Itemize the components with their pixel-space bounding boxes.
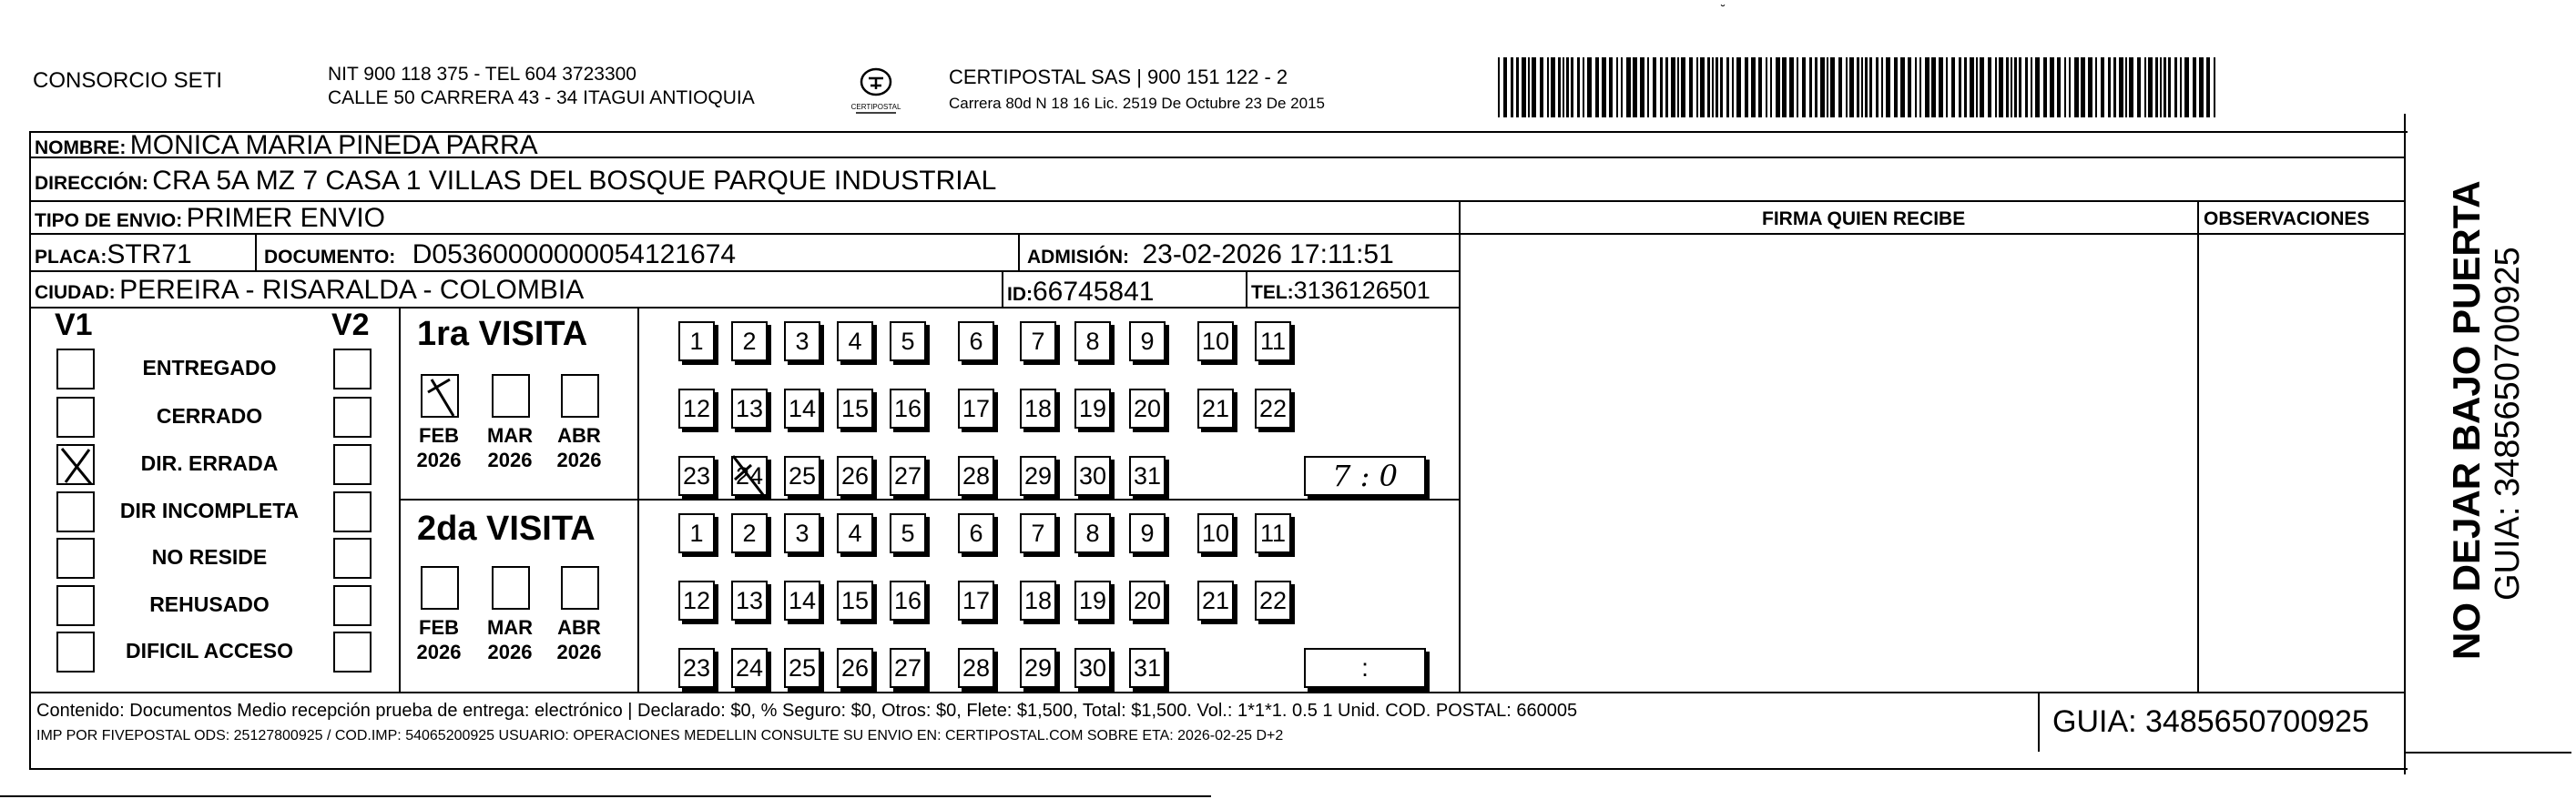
barcode-bar [1861,57,1863,117]
direccion-value: CRA 5A MZ 7 CASA 1 VILLAS DEL BOSQUE PARQUE INDUSTRIAL [152,166,997,196]
barcode-bar [1522,57,1526,117]
barcode-bar [1894,57,1898,117]
visit2-day-box[interactable]: 22 [1255,581,1291,621]
barcode-bar [1908,57,1911,117]
visit2-month-label: MAR 2026 [486,616,534,663]
nombre-label: NOMBRE: [35,137,127,158]
visit1-day-box[interactable]: 12 [678,389,715,429]
visit2-day-box[interactable]: 19 [1074,581,1111,621]
barcode-bar [1766,57,1767,117]
status-label: DIR INCOMPLETA [119,499,300,522]
barcode-bar [1621,57,1623,117]
barcode-bar [1830,57,1835,117]
visit2-day-box[interactable]: 5 [890,513,926,553]
barcode-bar [1647,57,1649,117]
barcode-bar [1503,57,1507,117]
visit2-day-box[interactable]: 13 [731,581,768,621]
barcode-bar [1797,57,1798,117]
visit1-day-box[interactable]: 17 [958,389,994,429]
side-guia: GUIA: 3485650700925 [2489,247,2527,601]
tel-label: TEL: [1251,282,1294,303]
barcode-bar [1789,57,1794,117]
visit2-day-box[interactable]: 4 [837,513,873,553]
barcode-bar [1516,57,1519,117]
visit1-day-box[interactable]: 9 [1129,321,1166,361]
certipostal-logo [850,62,901,116]
barcode-bar [1716,57,1718,117]
visit2-day-box[interactable]: 25 [784,648,820,688]
placa-label: PLACA: [35,247,107,268]
visit1-month-checkbox[interactable] [421,374,459,418]
form-frame [29,131,2408,770]
barcode-bar [1776,57,1780,117]
visit1-day-box[interactable]: 29 [1020,456,1056,496]
visit2-month-label: ABR 2026 [556,616,602,663]
barcode-bar [1900,57,1905,117]
visit2-month-checkbox[interactable] [492,566,530,610]
barcode-bar [1970,57,1974,117]
observaciones-header: OBSERVACIONES [2204,208,2370,229]
id-value: 66745841 [1033,277,1155,307]
ciudad-label: CIUDAD: [35,282,116,303]
visit1-day-box[interactable]: 31 [1129,456,1166,496]
admision-row [1027,239,1394,270]
barcode-bar [1988,57,1991,117]
visit2-day-box[interactable]: 12 [678,581,715,621]
v1-checkbox[interactable] [56,444,95,485]
barcode-bar [2206,57,2210,117]
status-label: ENTREGADO [142,356,277,379]
barcode-bar [1681,57,1685,117]
visit1-day-box[interactable]: 30 [1074,456,1111,496]
barcode-bar [1980,57,1984,117]
visit2-day-box[interactable]: 6 [958,513,994,553]
company-name: CONSORCIO SETI [33,68,223,93]
ciudad-row [35,275,584,306]
visit2-day-box[interactable]: 27 [890,648,926,688]
v1-checkbox[interactable] [56,538,95,579]
tipo-row [35,203,385,234]
barcode-bar [2108,57,2111,117]
certipostal-line: CERTIPOSTAL SAS | 900 151 122 - 2 [949,66,1288,88]
visit1-day-box[interactable]: 14 [784,389,820,429]
visit2-day-box[interactable]: 29 [1020,648,1056,688]
barcode-bar [1919,57,1921,117]
visit1-day-box[interactable]: 18 [1020,389,1056,429]
visit2-day-box[interactable]: 28 [958,648,994,688]
barcode-bar [1633,57,1637,117]
barcode-bar [1626,57,1631,117]
barcode-bar [1770,57,1772,117]
visit2-day-box[interactable]: 14 [784,581,820,621]
visit2-day-box[interactable]: 7 [1020,513,1056,553]
placa-value: STR71 [107,239,192,269]
barcode-bar [1946,57,1948,117]
v2-checkbox[interactable] [333,444,372,485]
v2-checkbox[interactable] [333,632,372,673]
barcode-bar [2101,57,2104,117]
visit1-day-box[interactable]: 4 [837,321,873,361]
barcode-bar [1558,57,1561,117]
barcode-bar [2019,57,2021,117]
day-mark [728,452,771,504]
visit2-day-box[interactable]: 21 [1197,581,1234,621]
barcode-bar [1602,57,1606,117]
documento-label: DOCUMENTO: [264,247,396,268]
barcode-bar [2043,57,2047,117]
barcode-bar [1566,57,1569,117]
status-label: CERRADO [156,404,263,428]
visit1-day-box[interactable]: 27 [890,456,926,496]
visit2-month-checkbox[interactable] [421,566,459,610]
barcode-bar [2148,57,2153,117]
status-label: REHUSADO [149,592,270,616]
visit1-day-box[interactable]: 19 [1074,389,1111,429]
barcode-bar [1609,57,1613,117]
visit2-day-box[interactable]: 17 [958,581,994,621]
visit2-day-box[interactable]: 10 [1197,513,1234,553]
visit2-day-box[interactable]: 16 [890,581,926,621]
cut-line [0,795,1211,797]
visit1-day-box[interactable]: 15 [837,389,873,429]
v2-checkbox[interactable] [333,349,372,389]
direccion-label: DIRECCIÓN: [35,173,148,194]
placa-row [35,239,192,270]
tel-row [1251,277,1431,305]
barcode-bar [1696,57,1698,117]
barcode-bar [2174,57,2177,117]
admision-label: ADMISIÓN: [1027,247,1129,268]
barcode-bar [1732,57,1734,117]
ciudad-value: PEREIRA - RISARALDA - COLOMBIA [119,275,585,305]
barcode-bar [1876,57,1879,117]
barcode-bar [1583,57,1584,117]
barcode-bar [2069,57,2071,117]
visit1-day-box[interactable]: 21 [1197,389,1234,429]
status-label: DIR. ERRADA [140,451,279,475]
visit1-day-box[interactable]: 6 [958,321,994,361]
barcode-bar [1999,57,2003,117]
side-warning: NO DEJAR BAJO PUERTA [2445,180,2488,660]
barcode [1498,57,2222,117]
v2-checkbox[interactable] [333,491,372,532]
barcode-bar [1689,57,1693,117]
barcode-bar [1660,57,1663,117]
footer-line2: IMP POR FIVEPOSTAL ODS: 25127800925 / COD.IMP: 54065200925 USUARIO: OPERACIONES MEDELLIN CONSULTE SU ENVIO EN: CERTIPOSTAL.COM SOBRE ETA: 2026-02-25 D+2 [36,728,1284,743]
barcode-bar [2199,57,2204,117]
tipo-value: PRIMER ENVIO [186,203,386,233]
visit2-day-box[interactable]: 9 [1129,513,1166,553]
barcode-bar [1720,57,1723,117]
v1-label: V1 [55,308,93,342]
visit2-day-box[interactable]: 8 [1074,513,1111,553]
visit1-day-box[interactable]: 22 [1255,389,1291,429]
visit1-day-box[interactable]: 26 [837,456,873,496]
visit1-time-box[interactable]: 7 : 0 [1304,456,1426,496]
barcode-bar [1886,57,1890,117]
barcode-bar [1809,57,1812,117]
barcode-bar [1587,57,1592,117]
visit2-day-box[interactable]: 30 [1074,648,1111,688]
visit2-time-box[interactable]: : [1304,648,1426,688]
barcode-bar [1712,57,1714,117]
barcode-bar [1498,57,1500,117]
barcode-bar [1939,57,1943,117]
visit1-day-box[interactable]: 7 [1020,321,1056,361]
visit1-month-label: FEB 2026 [416,424,462,471]
barcode-bar [1540,57,1543,117]
barcode-bar [1751,57,1756,117]
visit1-day-box[interactable]: 13 [731,389,768,429]
barcode-bar [1758,57,1762,117]
barcode-bar [2011,57,2012,117]
barcode-bar [1551,57,1555,117]
v1-checkbox[interactable] [56,397,95,438]
license-line: Carrera 80d N 18 16 Lic. 2519 De Octubre 23 De 2015 [949,95,1325,112]
barcode-bar [1563,57,1564,117]
barcode-bar [1577,57,1580,117]
barcode-bar [2119,57,2123,117]
v2-checkbox[interactable] [333,397,372,438]
barcode-bar [2006,57,2009,117]
visit2-day-box[interactable]: 1 [678,513,715,553]
barcode-bar [1782,57,1787,117]
barcode-bar [2081,57,2085,117]
id-label: ID: [1007,284,1033,305]
visit1-day-box[interactable]: 5 [890,321,926,361]
visit1-month-label: MAR 2026 [486,424,534,471]
barcode-bar [1571,57,1573,117]
barcode-bar [1815,57,1817,117]
barcode-bar [2214,57,2215,117]
barcode-bar [1931,57,1936,117]
barcode-bar [1995,57,1997,117]
barcode-bar [1976,57,1978,117]
barcode-bar [2025,57,2028,117]
tel-value: 3136126501 [1293,277,1431,304]
barcode-bar [1616,57,1618,117]
visit1-day-box[interactable]: 25 [784,456,820,496]
nombre-row [35,130,538,161]
id-row [1007,277,1154,308]
barcode-bar [2164,57,2166,117]
corner-mark: ˘ [1721,2,1726,16]
visit2-day-box[interactable]: 31 [1129,648,1166,688]
barcode-bar [1827,57,1828,117]
barcode-bar [1726,57,1729,117]
barcode-bar [1857,57,1859,117]
visit2-title: 2da VISITA [417,510,596,548]
visit2-day-box[interactable]: 20 [1129,581,1166,621]
visit2-day-box[interactable]: 23 [678,648,715,688]
visit1-day-box[interactable]: 1 [678,321,715,361]
barcode-bar [2129,57,2133,117]
visit2-day-box[interactable]: 15 [837,581,873,621]
visit1-day-box[interactable]: 10 [1197,321,1234,361]
v2-checkbox[interactable] [333,538,372,579]
barcode-bar [1838,57,1842,117]
barcode-bar [2064,57,2066,117]
barcode-bar [2155,57,2158,117]
visit1-day-box[interactable]: 8 [1074,321,1111,361]
v1-checkbox[interactable] [56,491,95,532]
barcode-bar [1707,57,1710,117]
visit1-day-box[interactable]: 23 [678,456,715,496]
barcode-bar [1881,57,1883,117]
barcode-bar [2035,57,2040,117]
visit1-day-box[interactable]: 28 [958,456,994,496]
barcode-bar [2193,57,2196,117]
logo-text: CERTIPOSTAL [850,103,901,111]
visit1-month-checkbox[interactable] [561,374,599,418]
v2-label: V2 [331,308,370,342]
visit1-day-box[interactable]: 20 [1129,389,1166,429]
v1-checkbox[interactable] [56,632,95,673]
barcode-bar [1869,57,1872,117]
barcode-bar [2074,57,2079,117]
barcode-bar [1849,57,1854,117]
status-label: DIFICIL ACCESO [125,639,293,662]
tipo-label: TIPO DE ENVIO: [35,210,183,231]
visit2-day-box[interactable]: 11 [1255,513,1291,553]
visit1-title: 1ra VISITA [417,315,588,353]
right-border [2404,114,2406,774]
documento-value: D05360000000054121674 [412,239,737,269]
barcode-bar [1532,57,1536,117]
barcode-bar [2050,57,2054,117]
barcode-bar [1865,57,1868,117]
barcode-bar [1736,57,1741,117]
barcode-bar [2160,57,2162,117]
barcode-bar [2088,57,2092,117]
barcode-bar [1671,57,1675,117]
barcode-bar [1925,57,1929,117]
v2-checkbox[interactable] [333,585,372,626]
barcode-bar [2057,57,2061,117]
barcode-bar [1745,57,1748,117]
barcode-bar [1640,57,1644,117]
barcode-bar [1528,57,1530,117]
v1-checkbox[interactable] [56,585,95,626]
barcode-bar [1951,57,1955,117]
visit1-day-box[interactable]: 11 [1255,321,1291,361]
barcode-bar [1820,57,1825,117]
barcode-bar [1547,57,1549,117]
visit2-day-box[interactable]: 3 [784,513,820,553]
footer-guia: GUIA: 3485650700925 [2052,704,2369,739]
barcode-bar [1700,57,1705,117]
nombre-value: MONICA MARIA PINEDA PARRA [129,130,538,160]
barcode-bar [2031,57,2032,117]
barcode-bar [2095,57,2097,117]
visit2-day-box[interactable]: 26 [837,648,873,688]
firma-header: FIRMA QUIEN RECIBE [1762,208,1966,229]
visit2-month-checkbox[interactable] [561,566,599,610]
visit1-day-box[interactable]: 24 [731,456,768,496]
barcode-bar [2180,57,2182,117]
barcode-bar [2125,57,2127,117]
nit-line: NIT 900 118 375 - TEL 604 3723300 [328,64,636,85]
visit1-month-checkbox[interactable] [492,374,530,418]
visit2-day-box[interactable]: 2 [731,513,768,553]
barcode-bar [2184,57,2189,117]
barcode-bar [1665,57,1668,117]
visit2-month-label: FEB 2026 [416,616,462,663]
visit1-day-box[interactable]: 16 [890,389,926,429]
barcode-bar [2014,57,2017,117]
direccion-row [35,166,996,197]
footer-line1: Contenido: Documentos Medio recepción prueba de entrega: electrónico | Declarado: $0, % Seguro: $0, Otros: $0, Flete: $1,500, Total: $1,500. Vol.: 1*1*1. 0.5 1 Unid. COD. POSTAL: 660005 [36,701,1578,721]
barcode-bar [1802,57,1806,117]
barcode-bar [1595,57,1599,117]
barcode-bar [1677,57,1679,117]
barcode-bar [2137,57,2141,117]
visit1-month-label: ABR 2026 [556,424,602,471]
visit1-day-box[interactable]: 3 [784,321,820,361]
visit1-day-box[interactable]: 2 [731,321,768,361]
barcode-bar [1653,57,1656,117]
address-line: CALLE 50 CARRERA 43 - 34 ITAGUI ANTIOQUIA [328,87,755,108]
barcode-bar [1846,57,1848,117]
visit2-day-box[interactable]: 18 [1020,581,1056,621]
barcode-bar [1915,57,1917,117]
status-label: NO RESIDE [151,545,268,569]
admision-value: 23-02-2026 17:11:51 [1142,239,1394,269]
visit2-day-box[interactable]: 24 [731,648,768,688]
barcode-bar [2144,57,2146,117]
barcode-bar [2168,57,2171,117]
barcode-bar [1511,57,1513,117]
barcode-bar [2113,57,2116,117]
barcode-bar [1964,57,1967,117]
v1-checkbox[interactable] [56,349,95,389]
barcode-bar [1959,57,1961,117]
documento-row [264,239,736,270]
